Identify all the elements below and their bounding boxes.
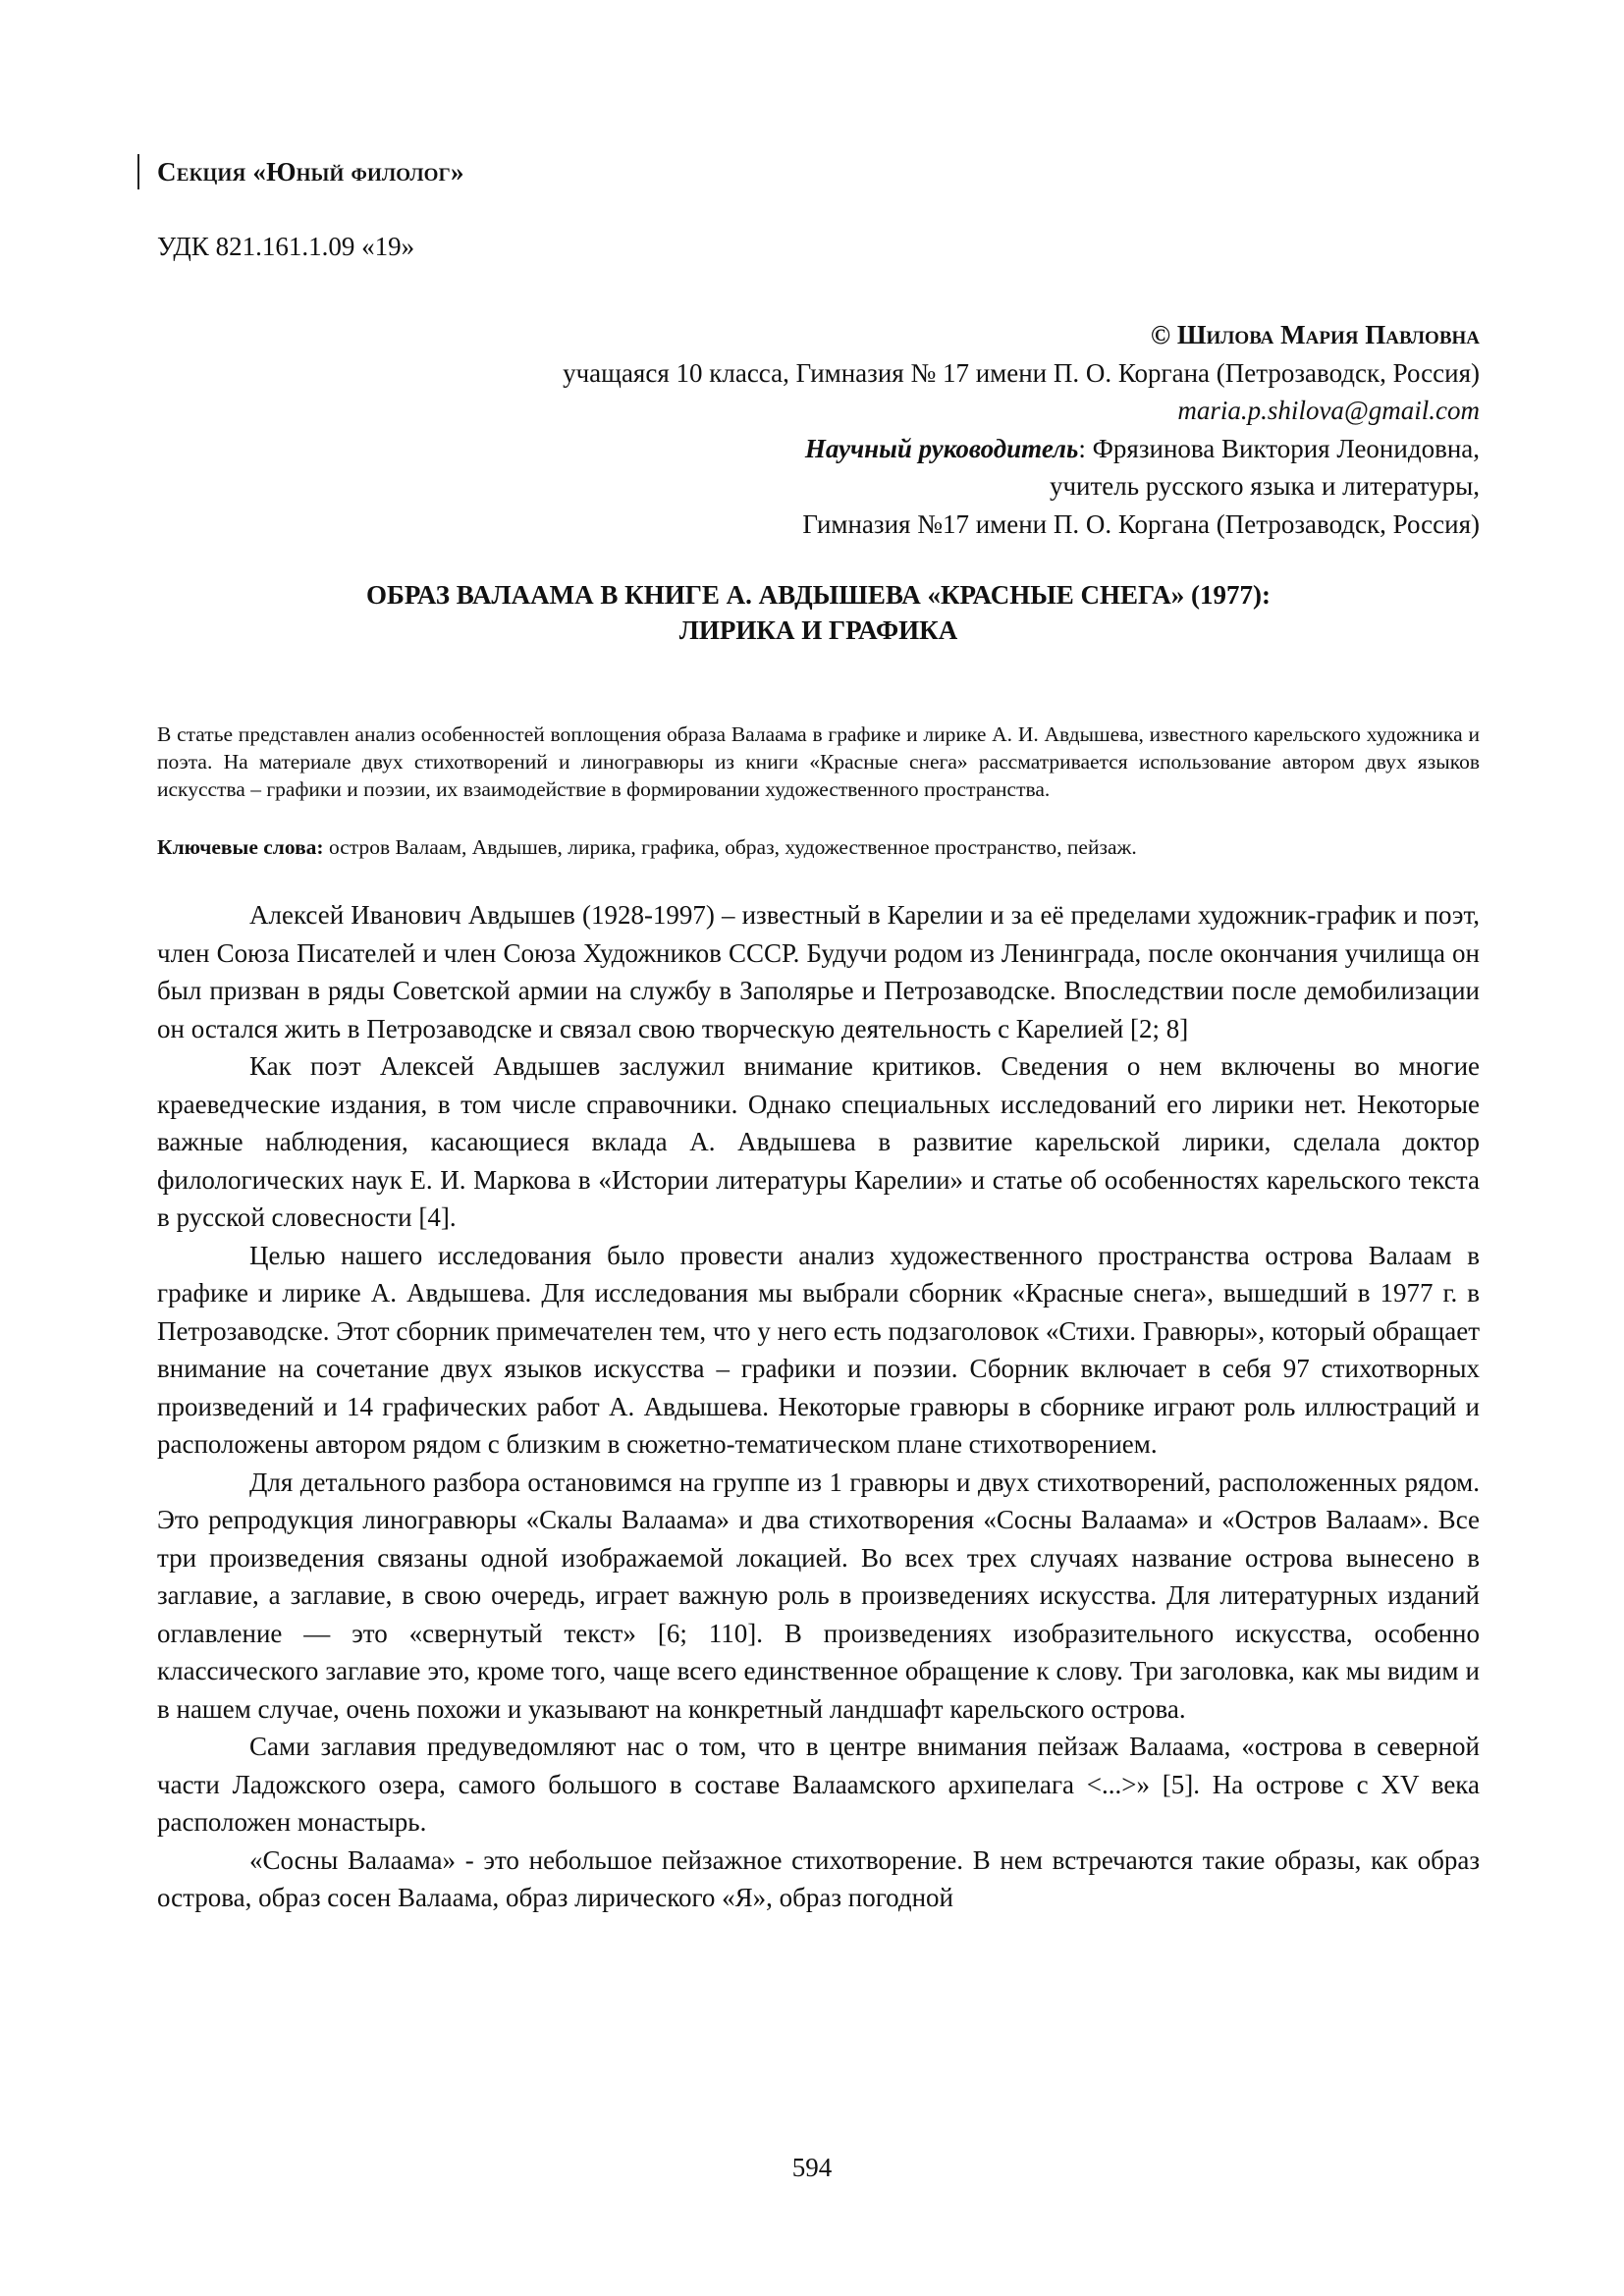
body-paragraph: Алексей Иванович Авдышев (1928-1997) – известный в Карелии и за её пределами художник-график и поэт, член Союза Писателей и член Союза Художников СССР. Будучи родом из Ленинграда, после окончания училища он был призван в ряды Советской армии на службу в Заполярье и Петрозаводске. Впоследствии после демобилизации он остался жить в Петрозаводске и связал свою творческую деятельность с Карелией [2; 8] [157,900,1480,1043]
keywords [157,833,1480,861]
author-affiliation: учащаяся 10 класса, Гимназия № 17 имени П. О. Коргана (Петрозаводск, Россия) [563,357,1480,388]
author-email[interactable]: maria.p.shilova@gmail.com [1177,396,1480,425]
body-paragraph: «Сосны Валаама» - это небольшое пейзажное стихотворение. В нем встречаются такие образы, как образ острова, образ сосен Валаама, образ лирического «Я», образ погодной [157,1844,1480,1912]
author-block [203,316,1480,543]
article-body [157,896,1480,1917]
body-paragraph: Для детального разбора остановимся на группе из 1 гравюры и двух стихотворений, расположенных рядом. Это репродукция линогравюры «Скалы Валаама» и два стихотворения «Сосны Валаама» и «Остров Валаам». Все три произведения связаны одной изображаемой локацией. Во всех трех случаях название острова вынесено в заглавие, а заглавие, в свою очередь, играет важную роль в произведениях искусства. Для литературных изданий оглавление — это «свернутый текст» [6; 110]. В произведениях изобразительного искусства, особенно классического заглавие это, кроме того, чаще всего единственное обращение к слову. Три заголовка, как мы видим и в нашем случае, очень похожи и указывают на конкретный ландшафт карельского острова. [157,1467,1480,1724]
supervisor-label: Научный руководитель [804,433,1079,463]
supervisor-line [203,430,1480,468]
supervisor-position: учитель русского языка и литературы, [1049,471,1480,501]
abstract: В статье представлен анализ особенностей воплощения образа Валаама в графике и лирике А. И. Авдышева, известного карельского художника и поэта. На материале двух стихотворений и линогравюры из книги «Красные снега» рассматривается использование автором двух языков искусства – графики и поэзии, их взаимодействие в формировании художественного пространства. [157,722,1480,801]
author-name: © Шилова Мария Павловна [1150,320,1480,349]
body-paragraph: Целью нашего исследования было провести анализ художественного пространства острова Валаам в графике и лирике А. Авдышева. Для исследования мы выбрали сборник «Красные снега», вышедший в 1977 г. в Петрозаводске. Этот сборник примечателен тем, что у него есть подзаголовок «Стихи. Гравюры», который обращает внимание на сочетание двух языков искусства – графики и поэзии. Сборник включает в себя 97 стихотворных произведений и 14 графических работ А. Авдышева. Некоторые гравюры в сборнике играют роль иллюстраций и расположены автором рядом с близким в сюжетно-тематическом плане стихотворением. [157,1240,1480,1459]
article-title [157,577,1480,648]
supervisor-name: : Фрязинова Виктория Леонидовна, [1078,433,1480,463]
supervisor-affiliation: Гимназия №17 имени П. О. Коргана (Петрозаводск, Россия) [802,508,1480,539]
section-heading: Секция «Юный филолог» [157,157,464,187]
article-title-line-2: ЛИРИКА И ГРАФИКА [678,615,958,645]
page-number: 594 [791,2153,833,2182]
keywords-label: Ключевые слова: [157,835,324,859]
article-title-line-1: ОБРАЗ ВАЛААМА В КНИГЕ А. АВДЫШЕВА «КРАСНЫЕ СНЕГА» (1977): [366,580,1271,610]
keywords-text: остров Валаам, Авдышев, лирика, графика, образ, художественное пространство, пейзаж. [323,835,1137,859]
section-marker-bar [137,154,139,189]
body-paragraph: Как поэт Алексей Авдышев заслужил внимание критиков. Сведения о нем включены во многие краеведческие издания, в том числе справочники. Однако специальных исследований его лирики нет. Некоторые важные наблюдения, касающиеся вклада А. Авдышева в развитие карельской лирики, сделала доктор филологических наук Е. И. Маркова в «Истории литературы Карелии» и статье об особенностях карельского текста в русской словесности [4]. [157,1051,1480,1232]
udk-code: УДК 821.161.1.09 «19» [157,232,415,261]
body-paragraph: Сами заглавия предуведомляют нас о том, что в центре внимания пейзаж Валаама, «острова в северной части Ладожского озера, самого большого в составе Валаамского архипелага <...>» [5]. На острове с XV века расположен монастырь. [157,1732,1480,1837]
